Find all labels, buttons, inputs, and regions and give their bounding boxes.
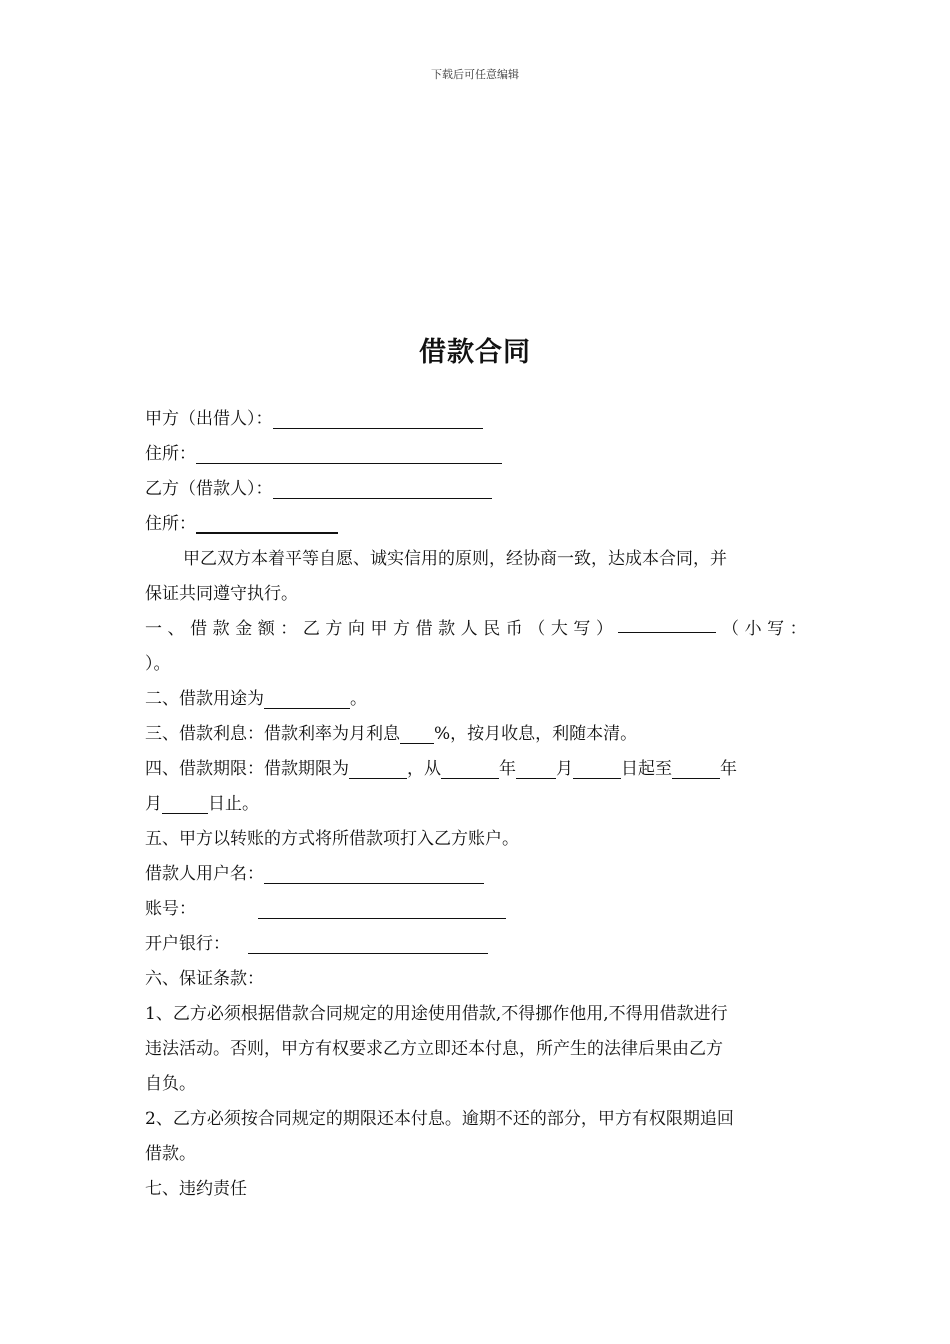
clause3-post: %，按月收息，利随本清。: [434, 724, 638, 744]
term-blank[interactable]: [349, 758, 407, 779]
party-a-label: 甲方（出借人）：: [145, 409, 273, 429]
clause3-line: [145, 717, 807, 752]
clause1-char: ：: [789, 619, 807, 639]
clause6-item2-line-2: 借款。: [145, 1144, 196, 1164]
clause1-char: 小: [744, 619, 762, 639]
clause1-char: 款: [212, 619, 230, 639]
clause4-month2: 月: [145, 794, 162, 814]
account-bank-label: 开户银行：: [145, 934, 230, 954]
clause4-day-from: 日起至: [621, 759, 672, 779]
account-name-label: 借款人用户名：: [145, 864, 264, 884]
party-b-address-line: [145, 507, 807, 542]
clause5-line: 五、甲方以转账的方式将所借款项打入乙方账户。: [145, 829, 519, 849]
party-a-address-label: 住所：: [145, 444, 196, 464]
clause6-heading: 六、保证条款：: [145, 969, 264, 989]
clause4-month: 月: [556, 759, 573, 779]
clause1-char: 一: [145, 619, 162, 639]
clause1-char: ）: [595, 619, 613, 639]
clause1-char: 借: [190, 619, 208, 639]
clause7-heading: 七、违约责任: [145, 1179, 247, 1199]
clause4-from: ，从: [407, 759, 441, 779]
clause1-char: 向: [347, 619, 365, 639]
party-b-line: [145, 472, 807, 507]
clause1-char: 方: [325, 619, 343, 639]
clause4-pre: 四、借款期限：借款期限为: [145, 759, 349, 779]
clause1-char: 民: [483, 619, 501, 639]
preamble-line-1: 甲乙双方本着平等自愿、诚实信用的原则，经协商一致，达成本合同，并: [183, 549, 727, 569]
clause6-item1-line-3: 自负。: [145, 1074, 196, 1094]
clause1-char: 、: [167, 619, 185, 639]
clause4-year: 年: [499, 759, 516, 779]
account-bank-blank[interactable]: [248, 933, 488, 954]
clause1-char: （: [528, 619, 546, 639]
clause2-line: [145, 682, 807, 717]
clause6-item2-line-1: 2、乙方必须按合同规定的期限还本付息。逾期不还的部分，甲方有权限期追回: [145, 1109, 734, 1129]
clause4-year2: 年: [720, 759, 737, 779]
clause1-char: 借: [415, 619, 433, 639]
clause1-char: 写: [767, 619, 785, 639]
party-b-blank[interactable]: [273, 478, 492, 499]
clause1-char: 写: [573, 619, 591, 639]
contract-body: [145, 402, 807, 1207]
account-bank-line: [145, 927, 807, 962]
clause2-text: 二、借款用途为: [145, 689, 264, 709]
clause4-line-2: [145, 787, 807, 822]
clause1-char: 金: [235, 619, 253, 639]
clause1-char: 款: [438, 619, 456, 639]
clause1-line-1: [145, 612, 807, 647]
preamble-line-2: 保证共同遵守执行。: [145, 584, 298, 604]
clause4-line-1: [145, 752, 807, 787]
clause1-char: 乙: [302, 619, 320, 639]
account-number-label: 账号：: [145, 899, 196, 919]
clause1-char: 人: [460, 619, 478, 639]
clause1-char: （: [722, 619, 740, 639]
clause1-char: 额: [257, 619, 275, 639]
purpose-blank[interactable]: [264, 688, 350, 709]
clause4-day-to: 日止。: [208, 794, 259, 814]
clause1-char: 币: [505, 619, 523, 639]
party-a-blank[interactable]: [273, 408, 483, 429]
clause1-char: ：: [280, 619, 298, 639]
clause6-item1-line-2: 违法活动。否则，甲方有权要求乙方立即还本付息，所产生的法律后果由乙方: [145, 1039, 723, 1059]
account-name-line: [145, 857, 807, 892]
clause1-char: 甲: [370, 619, 388, 639]
party-b-address-blank[interactable]: [196, 512, 338, 534]
clause2-end: 。: [350, 689, 367, 709]
account-number-line: [145, 892, 807, 927]
party-a-line: [145, 402, 807, 437]
end-month-blank[interactable]: [162, 793, 208, 814]
party-a-address-blank[interactable]: [196, 443, 502, 464]
header-note: 下载后可任意编辑: [431, 68, 519, 81]
account-number-blank[interactable]: [258, 898, 506, 919]
end-year-blank[interactable]: [672, 758, 720, 779]
party-a-address-line: [145, 437, 807, 472]
amount-uppercase-blank[interactable]: [618, 612, 716, 633]
start-year-blank[interactable]: [441, 758, 499, 779]
clause1-char: 大: [550, 619, 568, 639]
interest-rate-blank[interactable]: [400, 723, 434, 744]
party-b-address-label: 住所：: [145, 514, 196, 534]
clause1-char: 方: [393, 619, 411, 639]
start-day-blank[interactable]: [573, 758, 621, 779]
account-name-blank[interactable]: [264, 863, 484, 884]
start-month-blank[interactable]: [516, 758, 556, 779]
clause3-pre: 三、借款利息：借款利率为月利息: [145, 724, 400, 744]
party-b-label: 乙方（借款人）：: [145, 479, 273, 499]
document-title: 借款合同: [419, 337, 531, 368]
clause6-item1-line-1: 1、乙方必须根据借款合同规定的用途使用借款,不得挪作他用,不得用借款进行: [145, 1004, 728, 1024]
clause1-line-2: ）。: [145, 654, 171, 674]
